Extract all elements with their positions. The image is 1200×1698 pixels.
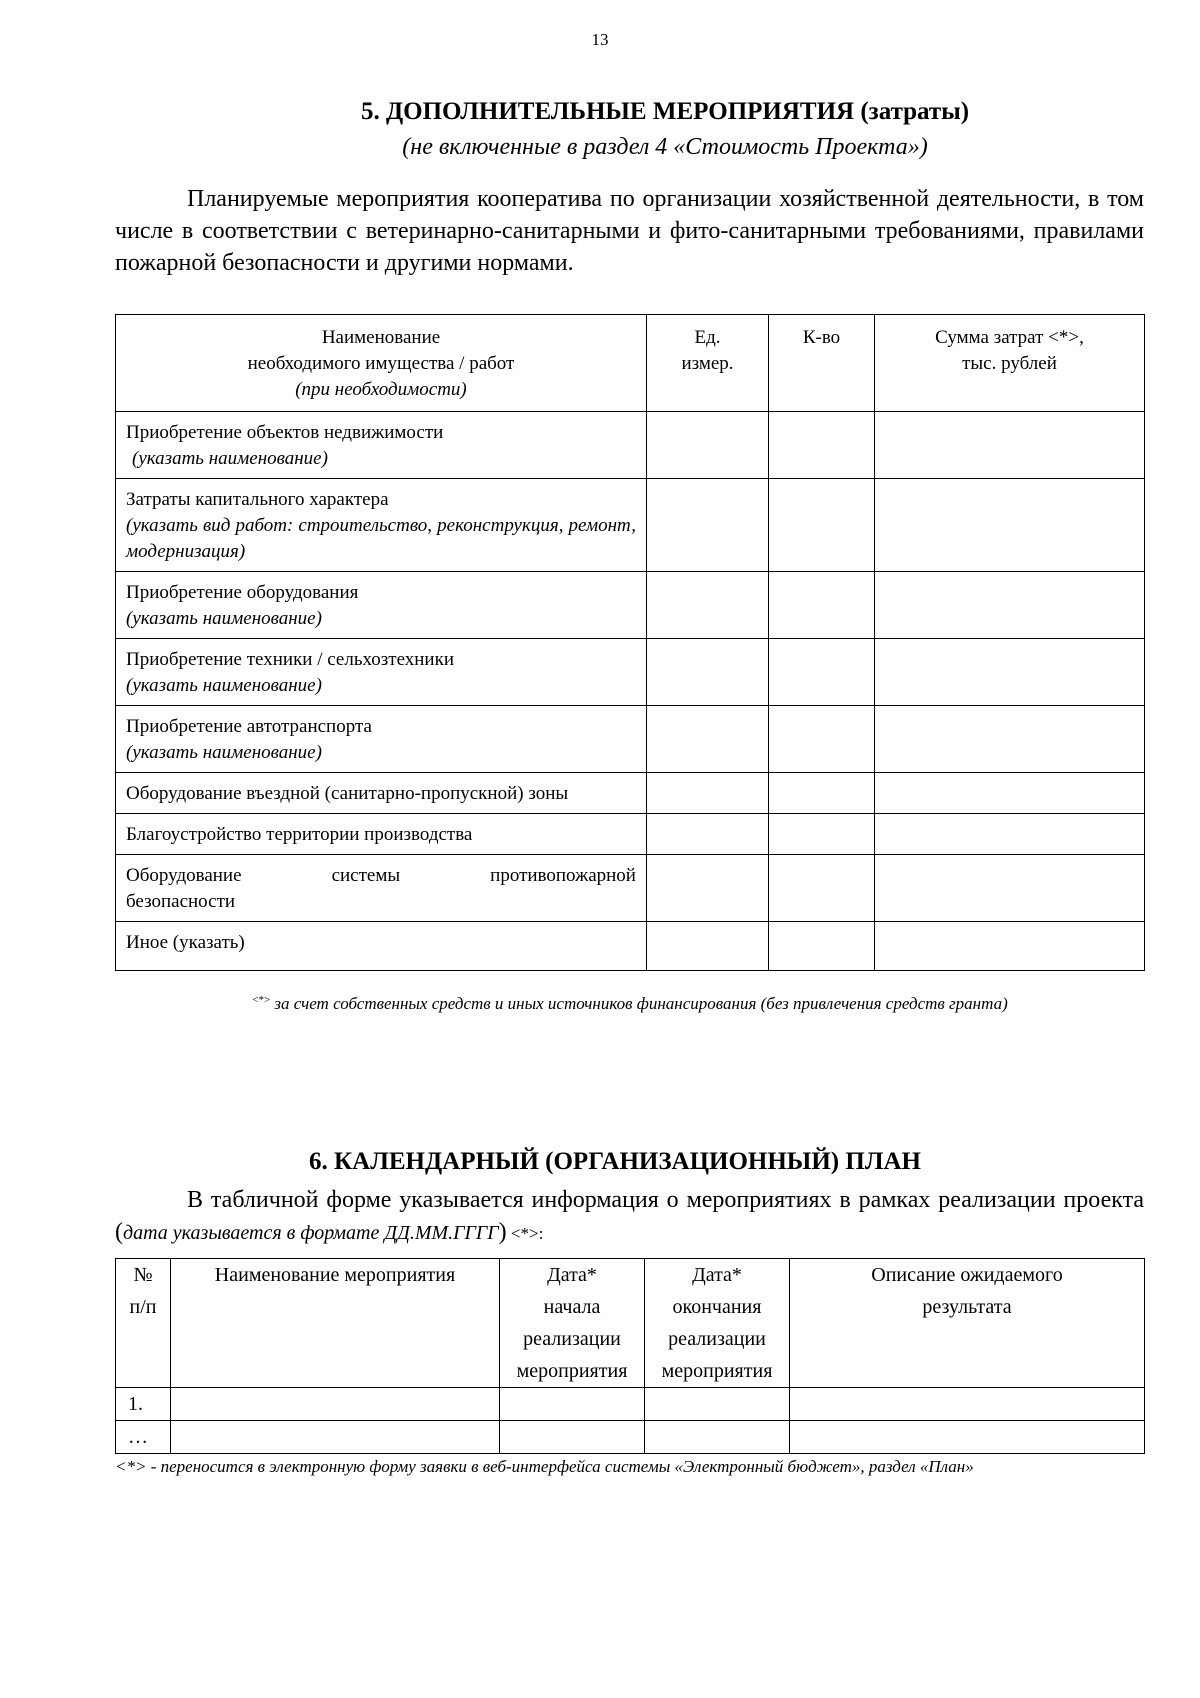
unit-cell[interactable]: [647, 922, 769, 971]
row-label: Иное (указать): [126, 932, 245, 953]
sum-cell[interactable]: [875, 639, 1145, 706]
event-name-cell[interactable]: [171, 1421, 500, 1454]
sum-cell[interactable]: [875, 706, 1145, 773]
header-line: Дата*: [692, 1264, 742, 1286]
row-label-cell: [116, 855, 647, 922]
intro-date-format: дата указывается в формате ДД.ММ.ГГГГ: [123, 1222, 499, 1244]
header-line: реализации: [668, 1328, 766, 1350]
start-date-cell[interactable]: [500, 1388, 645, 1421]
row-note: (указать вид работ: строительство, реконструкция, ремонт, модернизация): [126, 515, 636, 562]
header-line: Сумма затрат <*>,: [935, 327, 1084, 348]
header-line: окончания: [672, 1296, 762, 1318]
sum-cell[interactable]: [875, 922, 1145, 971]
quantity-cell[interactable]: [769, 855, 875, 922]
header-line: Наименование: [321, 327, 441, 348]
row-label: [126, 863, 636, 889]
header-line: К-во: [802, 327, 841, 348]
header-sum: [875, 315, 1145, 412]
footnote-text: за счет собственных средств и иных источников финансирования (без привлечения средств гранта): [274, 994, 1008, 1013]
event-name-cell[interactable]: [171, 1388, 500, 1421]
header-line: начала: [543, 1296, 601, 1318]
table-row: [116, 773, 1145, 814]
row-label: Благоустройство территории производства: [126, 824, 473, 845]
sum-cell[interactable]: [875, 479, 1145, 572]
row-note: (указать наименование): [126, 742, 322, 763]
row-label: Приобретение техники / сельхозтехники: [126, 649, 454, 670]
header-line: Наименование мероприятия: [214, 1264, 456, 1286]
calendar-plan-table: [115, 1258, 1145, 1454]
quantity-cell[interactable]: [769, 814, 875, 855]
quantity-cell[interactable]: [769, 706, 875, 773]
header-line: п/п: [129, 1296, 157, 1318]
header-line: (при необходимости): [295, 379, 467, 400]
quantity-cell[interactable]: [769, 639, 875, 706]
header-line: мероприятия: [516, 1360, 628, 1382]
header-line: Дата*: [547, 1264, 597, 1286]
sum-cell[interactable]: [875, 572, 1145, 639]
header-line: реализации: [523, 1328, 621, 1350]
table-row: [116, 814, 1145, 855]
row-number: 1.: [116, 1388, 171, 1421]
row-label-cell: [116, 706, 647, 773]
additional-costs-table: [115, 314, 1145, 971]
header-number: [116, 1259, 171, 1388]
section6-footnote: <*> - переносится в электронную форму заявки в веб-интерфейса системы «Электронный бюджет», раздел «План»: [115, 1457, 974, 1476]
row-label-cell: [116, 773, 647, 814]
unit-cell[interactable]: [647, 706, 769, 773]
table-row: [116, 922, 1145, 971]
row-label-cell: [116, 814, 647, 855]
intro-footnote-mark: <*>:: [506, 1224, 544, 1243]
section5-title: 5. ДОПОЛНИТЕЛЬНЫЕ МЕРОПРИЯТИЯ (затраты): [360, 98, 970, 125]
header-start-date: [500, 1259, 645, 1388]
unit-cell[interactable]: [647, 773, 769, 814]
header-expected-result: [790, 1259, 1145, 1388]
unit-cell[interactable]: [647, 572, 769, 639]
table-row: [116, 639, 1145, 706]
table-row: [116, 855, 1145, 922]
table-header-row: [116, 1259, 1145, 1388]
row-label-cell: [116, 572, 647, 639]
row-label-cell: [116, 479, 647, 572]
section5-footnote: [115, 994, 1145, 1014]
header-line: Описание ожидаемого: [871, 1264, 1063, 1286]
row-label: Приобретение оборудования: [126, 582, 359, 603]
row-label-cell: [116, 639, 647, 706]
header-line: тыс. рублей: [962, 353, 1057, 374]
expected-result-cell[interactable]: [790, 1421, 1145, 1454]
header-line: результата: [922, 1296, 1012, 1318]
table-row: [116, 1388, 1145, 1421]
header-event-name: [171, 1259, 500, 1388]
header-line: необходимого имущества / работ: [247, 353, 515, 374]
section5-intro: Планируемые мероприятия кооператива по организации хозяйственной деятельности, в том числе в соответствии с ветеринарно-санитарными и фито-санитарными требованиями, правилами пожарной безопасности и другими нормами.: [115, 186, 1144, 276]
row-note: (указать наименование): [126, 608, 322, 629]
intro-tail: ): [498, 1219, 507, 1245]
row-number: …: [116, 1421, 171, 1454]
row-label: Приобретение объектов недвижимости: [126, 422, 444, 443]
section6-title: 6. КАЛЕНДАРНЫЙ (ОРГАНИЗАЦИОННЫЙ) ПЛАН: [309, 1148, 921, 1175]
header-unit: [647, 315, 769, 412]
table-row: [116, 479, 1145, 572]
row-note: (указать наименование): [132, 448, 328, 469]
intro-text: В табличной форме указывается информация о мероприятиях в рамках реализации проекта (: [115, 1187, 1144, 1245]
row-label-continuation: безопасности: [126, 891, 236, 912]
end-date-cell[interactable]: [645, 1421, 790, 1454]
header-line: мероприятия: [661, 1360, 773, 1382]
unit-cell[interactable]: [647, 479, 769, 572]
unit-cell[interactable]: [647, 814, 769, 855]
table-row: [116, 412, 1145, 479]
header-item-name: [116, 315, 647, 412]
row-label-cell: [116, 922, 647, 971]
header-line: Ед.: [694, 327, 721, 348]
header-quantity: [769, 315, 875, 412]
header-line: измер.: [681, 353, 734, 374]
unit-cell[interactable]: [647, 639, 769, 706]
sum-cell[interactable]: [875, 412, 1145, 479]
header-line: №: [133, 1264, 153, 1286]
page-number: 13: [591, 30, 609, 49]
row-label-word: Оборудование: [126, 865, 242, 886]
start-date-cell[interactable]: [500, 1421, 645, 1454]
quantity-cell[interactable]: [769, 922, 875, 971]
table-header-row: [116, 315, 1145, 412]
row-label: Приобретение автотранспорта: [126, 716, 372, 737]
section6-intro: [115, 1184, 1144, 1250]
row-label-word: системы: [331, 865, 401, 886]
table-row: [116, 706, 1145, 773]
quantity-cell[interactable]: [769, 479, 875, 572]
row-note: (указать наименование): [126, 675, 322, 696]
row-label-word: противопожарной: [490, 865, 636, 886]
section5-subtitle: (не включенные в раздел 4 «Стоимость Проекта»): [402, 134, 928, 160]
row-label-cell: [116, 412, 647, 479]
footnote-mark: <*>: [252, 994, 271, 1006]
table-row: [116, 572, 1145, 639]
table-row: [116, 1421, 1145, 1454]
quantity-cell[interactable]: [769, 412, 875, 479]
unit-cell[interactable]: [647, 412, 769, 479]
sum-cell[interactable]: [875, 814, 1145, 855]
row-label: Оборудование въездной (санитарно-пропускной) зоны: [126, 783, 569, 804]
quantity-cell[interactable]: [769, 773, 875, 814]
sum-cell[interactable]: [875, 855, 1145, 922]
quantity-cell[interactable]: [769, 572, 875, 639]
end-date-cell[interactable]: [645, 1388, 790, 1421]
row-label: Затраты капитального характера: [126, 489, 389, 510]
sum-cell[interactable]: [875, 773, 1145, 814]
unit-cell[interactable]: [647, 855, 769, 922]
expected-result-cell[interactable]: [790, 1388, 1145, 1421]
header-end-date: [645, 1259, 790, 1388]
